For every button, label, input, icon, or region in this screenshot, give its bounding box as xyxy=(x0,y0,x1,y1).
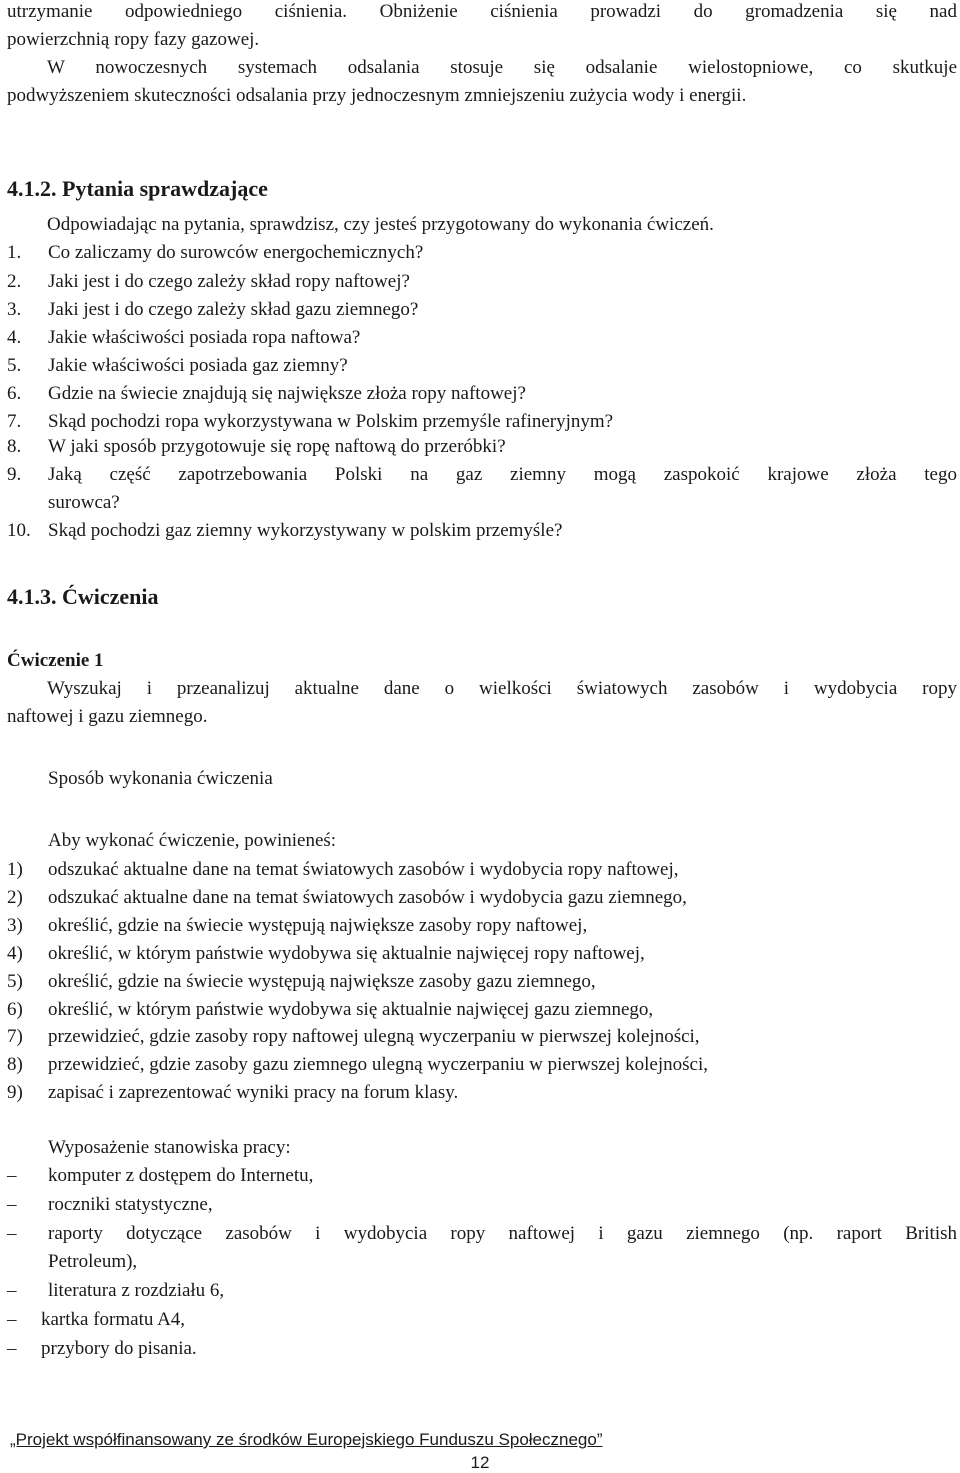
equipment-item xyxy=(7,1310,185,1330)
step-item xyxy=(7,888,687,908)
equipment-item xyxy=(7,1224,957,1244)
step-number: 9) xyxy=(7,1082,23,1103)
list-item xyxy=(7,437,506,457)
paragraph-line: podwyższeniem skuteczności odsalania przy jednoczesnym zmniejszeniu zużycia wody i energii. xyxy=(7,85,747,106)
list-number: 3. xyxy=(7,299,22,320)
equipment-heading: Wyposażenie stanowiska pracy: xyxy=(48,1137,291,1158)
section-heading-exercises: 4.1.3. Ćwiczenia xyxy=(7,584,159,609)
list-item xyxy=(7,356,348,376)
step-item xyxy=(7,944,645,964)
list-number: 4. xyxy=(7,327,22,348)
paragraph-line: utrzymanie odpowiedniego ciśnienia. Obniżenie ciśnienia prowadzi do gromadzenia się nad xyxy=(7,1,957,22)
list-number: 9. xyxy=(7,464,22,485)
list-item xyxy=(7,521,562,541)
list-text: Gdzie na świecie znajdują się największe złoża ropy naftowej? xyxy=(48,383,526,404)
list-text: Jakie właściwości posiada gaz ziemny? xyxy=(48,355,348,376)
equipment-item-continuation: Petroleum), xyxy=(48,1251,138,1272)
equipment-text: roczniki statystyczne, xyxy=(48,1194,213,1215)
step-number: 2) xyxy=(7,887,23,908)
list-number: 8. xyxy=(7,436,22,457)
equipment-item xyxy=(7,1195,213,1215)
equipment-text: literatura z rozdziału 6, xyxy=(48,1280,225,1301)
step-item xyxy=(7,1027,700,1047)
step-text: określić, gdzie na świecie występują największe zasoby gazu ziemnego, xyxy=(48,971,596,992)
list-number: 2. xyxy=(7,271,22,292)
step-text: odszukać aktualne dane na temat światowych zasobów i wydobycia gazu ziemnego, xyxy=(48,887,687,908)
section-heading-questions: 4.1.2. Pytania sprawdzające xyxy=(7,176,268,201)
list-item xyxy=(7,465,957,485)
list-text: Skąd pochodzi ropa wykorzystywana w Polskim przemyśle rafineryjnym? xyxy=(48,411,614,432)
step-number: 1) xyxy=(7,859,23,880)
step-text: określić, gdzie na świecie występują największe zasoby ropy naftowej, xyxy=(48,915,588,936)
dash-bullet: – xyxy=(7,1165,17,1186)
list-item xyxy=(7,328,360,348)
dash-bullet: – xyxy=(7,1309,17,1330)
step-item xyxy=(7,1000,653,1020)
step-number: 3) xyxy=(7,915,23,936)
steps-intro: Aby wykonać ćwiczenie, powinieneś: xyxy=(48,830,337,851)
paragraph-line: W nowoczesnych systemach odsalania stosuje się odsalanie wielostopniowe, co skutkuje xyxy=(47,57,957,78)
step-item xyxy=(7,916,587,936)
list-text: Jakie właściwości posiada ropa naftowa? xyxy=(48,327,361,348)
step-number: 7) xyxy=(7,1026,23,1047)
list-number: 1. xyxy=(7,242,22,263)
list-text: W jaki sposób przygotowuje się ropę naftową do przeróbki? xyxy=(48,436,506,457)
footer-note xyxy=(10,1430,950,1450)
exercise-title: Ćwiczenie 1 xyxy=(7,650,104,671)
step-number: 5) xyxy=(7,971,23,992)
dash-bullet: – xyxy=(7,1338,17,1359)
equipment-item xyxy=(7,1339,197,1359)
dash-bullet: – xyxy=(7,1280,17,1301)
step-number: 6) xyxy=(7,999,23,1020)
step-text: przewidzieć, gdzie zasoby ropy naftowej ulegną wyczerpaniu w pierwszej kolejności, xyxy=(48,1026,700,1047)
equipment-item xyxy=(7,1166,313,1186)
equipment-item xyxy=(7,1281,224,1301)
equipment-text: przybory do pisania. xyxy=(41,1338,197,1359)
equipment-text: kartka formatu A4, xyxy=(41,1309,186,1330)
step-item xyxy=(7,1055,708,1075)
list-number: 6. xyxy=(7,383,22,404)
step-number: 4) xyxy=(7,943,23,964)
step-text: zapisać i zaprezentować wyniki pracy na forum klasy. xyxy=(48,1082,459,1103)
questions-intro: Odpowiadając na pytania, sprawdzisz, czy jesteś przygotowany do wykonania ćwiczeń. xyxy=(47,214,714,235)
task-line: Wyszukaj i przeanalizuj aktualne dane o wielkości światowych zasobów i wydobycia ropy xyxy=(47,678,957,699)
list-item xyxy=(7,412,613,432)
step-number: 8) xyxy=(7,1054,23,1075)
list-number: 7. xyxy=(7,411,22,432)
list-item xyxy=(7,243,423,263)
equipment-text: komputer z dostępem do Internetu, xyxy=(48,1165,314,1186)
equipment-text: raporty dotyczące zasobów i wydobycia ropy naftowej i gazu ziemnego (np. raport British xyxy=(48,1223,957,1244)
list-item xyxy=(7,384,526,404)
step-text: określić, w którym państwie wydobywa się aktualnie najwięcej ropy naftowej, xyxy=(48,943,645,964)
page-number: 12 xyxy=(470,1453,490,1472)
list-item-continuation: surowca? xyxy=(48,492,120,513)
task-line: naftowej i gazu ziemnego. xyxy=(7,706,208,727)
list-text: Skąd pochodzi gaz ziemny wykorzystywany w polskim przemyśle? xyxy=(48,520,563,541)
step-item xyxy=(7,860,679,880)
step-item xyxy=(7,972,596,992)
list-text: Jaką część zapotrzebowania Polski na gaz ziemny mogą zaspokoić krajowe złoża tego xyxy=(48,464,957,485)
list-text: Jaki jest i do czego zależy skład ropy naftowej? xyxy=(48,271,410,292)
footer-text: „Projekt współfinansowany ze środków Europejskiego Funduszu Społecznego” xyxy=(10,1430,603,1449)
step-text: przewidzieć, gdzie zasoby gazu ziemnego ulegną wyczerpaniu w pierwszej kolejności, xyxy=(48,1054,708,1075)
step-text: określić, w którym państwie wydobywa się aktualnie najwięcej gazu ziemnego, xyxy=(48,999,654,1020)
list-item xyxy=(7,272,410,292)
list-text: Jaki jest i do czego zależy skład gazu ziemnego? xyxy=(48,299,419,320)
dash-bullet: – xyxy=(7,1194,17,1215)
list-number: 5. xyxy=(7,355,22,376)
step-text: odszukać aktualne dane na temat światowych zasobów i wydobycia ropy naftowej, xyxy=(48,859,679,880)
list-text: Co zaliczamy do surowców energochemicznych? xyxy=(48,242,424,263)
list-item xyxy=(7,300,418,320)
dash-bullet: – xyxy=(7,1223,17,1244)
method-heading: Sposób wykonania ćwiczenia xyxy=(48,768,273,789)
step-item xyxy=(7,1083,458,1103)
list-number: 10. xyxy=(7,520,31,541)
paragraph-line: powierzchnią ropy fazy gazowej. xyxy=(7,29,260,50)
